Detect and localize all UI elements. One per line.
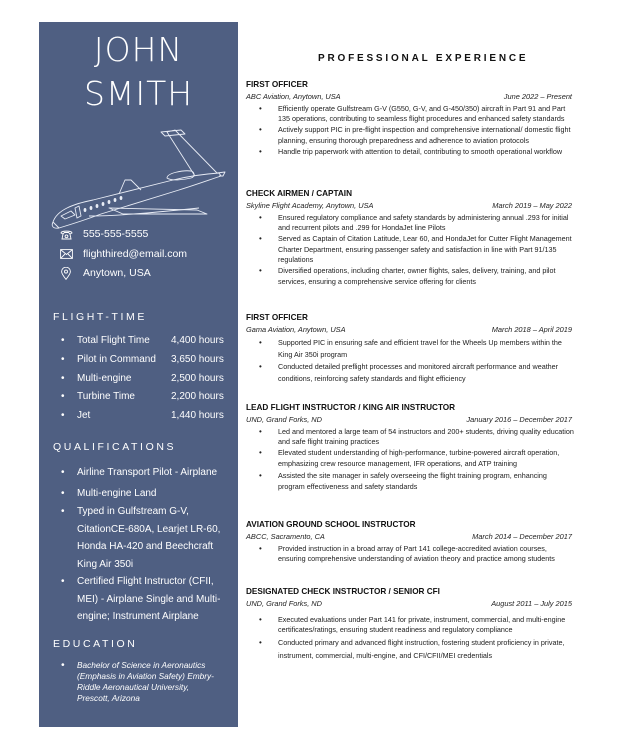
job-dates: March 2014 – December 2017 xyxy=(472,532,572,541)
job-company: ABC Aviation, Anytown, USA xyxy=(246,92,341,101)
job-dates: August 2011 – July 2015 xyxy=(491,599,572,608)
job-dates: March 2018 – April 2019 xyxy=(491,325,572,334)
job-meta xyxy=(246,90,574,102)
job-title: LEAD FLIGHT INSTRUCTOR / KING AIR INSTRUCTOR xyxy=(246,403,456,412)
job-bullet: • Diversified operations, including charter, owner flights, sales, delivery, training, and pilot services, ensuring a comprehensive service offering for clients xyxy=(246,266,574,287)
flight-time-row: • Multi-engine 2,500 hours xyxy=(61,373,224,384)
phone-text: 555-555-5555 xyxy=(83,228,149,240)
flight-time-row: • Pilot in Command 3,650 hours xyxy=(61,354,224,365)
experience-heading: PROFESSIONAL EXPERIENCE xyxy=(318,53,529,64)
job-bullets xyxy=(246,213,574,287)
flight-time-row: • Jet 1,440 hours xyxy=(61,410,224,421)
job-title: AVIATION GROUND SCHOOL INSTRUCTOR xyxy=(246,520,416,529)
job-entry xyxy=(246,313,574,385)
job-company: ABCC, Sacramento, CA xyxy=(246,532,325,541)
flight-time-row: • Turbine Time 2,200 hours xyxy=(61,391,224,402)
job-bullets xyxy=(246,427,574,493)
job-entry xyxy=(246,587,574,663)
job-entry xyxy=(246,189,574,288)
flight-time-heading: FLIGHT-TIME xyxy=(53,311,147,323)
job-entry xyxy=(246,520,574,565)
job-title: FIRST OFFICER xyxy=(246,80,308,89)
job-meta xyxy=(246,199,574,211)
job-dates: June 2022 – Present xyxy=(503,92,572,101)
job-bullet: • Ensured regulatory compliance and safety standards by administering annual .293 for initial and recurrent pilots and .299 for HondaJet line Pilots xyxy=(246,213,574,234)
job-entry xyxy=(246,403,574,494)
email-text: flighthired@email.com xyxy=(83,248,188,260)
job-bullet: • Conducted detailed preflight processes and monitored aircraft performance and weather conditions, reinforcing safety standards and flight efficiency xyxy=(246,361,574,384)
name-first: JOHN xyxy=(93,30,184,69)
job-bullets xyxy=(246,544,574,565)
phone-icon xyxy=(59,227,73,241)
job-title: CHECK AIRMEN / CAPTAIN xyxy=(246,189,352,198)
location-text: Anytown, USA xyxy=(83,267,151,279)
location-pin-icon xyxy=(59,266,73,280)
job-bullet: • Served as Captain of Citation Latitude, Lear 60, and HondaJet for Cutter Flight Management Charter Department, ensuring passenger safety and satisfaction in line with Part 91/135 regulations xyxy=(246,234,574,265)
qualification-item: • Certified Flight Instructor (CFII, MEI) - Airplane Single and Multi-engine; Instrument Airplane xyxy=(61,576,221,622)
job-company: Skyline Flight Academy, Anytown, USA xyxy=(246,201,374,210)
job-dates: March 2019 – May 2022 xyxy=(492,201,572,210)
job-bullet: • Provided instruction in a broad array of Part 141 college-accredited aviation courses, ensuring comprehensive understanding of aviation theory and practice among students xyxy=(246,544,574,565)
contact-phone xyxy=(59,227,148,241)
education-item: • Bachelor of Science in Aeronautics (Emphasis in Aviation Safety) Embry-Riddle Aeronautical University, Prescott, Arizona xyxy=(61,660,214,703)
job-company: UND, Grand Forks, ND xyxy=(246,599,322,608)
job-bullets xyxy=(246,615,574,662)
job-bullet: • Led and mentored a large team of 54 instructors and 200+ students, driving quality education and safe flight training practices xyxy=(246,427,574,448)
sidebar xyxy=(39,22,238,727)
job-entry xyxy=(246,80,574,158)
job-meta xyxy=(246,413,574,425)
education-heading: EDUCATION xyxy=(53,638,138,650)
qualification-item: • Multi-engine Land xyxy=(61,488,157,499)
job-bullet: • Handle trip paperwork with attention to detail, contributing to smooth operational workflow xyxy=(246,147,574,157)
job-company: UND, Grand Forks, ND xyxy=(246,415,322,424)
jet-plane-illustration xyxy=(49,118,229,242)
flight-time-row: • Total Flight Time 4,400 hours xyxy=(61,335,224,346)
contact-email xyxy=(59,247,187,261)
job-meta xyxy=(246,323,574,335)
job-bullets xyxy=(246,104,574,157)
qualifications-heading: QUALIFICATIONS xyxy=(53,441,177,453)
job-meta xyxy=(246,597,574,609)
job-bullet: • Efficiently operate Gulfstream G-V (G550, G-V, and G-450/350) aircraft in Part 91 and Part 135 operations, contributing to seamless flight procedures and enhanced safety standards xyxy=(246,104,574,125)
job-bullet: • Executed evaluations under Part 141 for private, instrument, commercial, and multi-engine certificates/ratings, ensuring student readiness and regulatory compliance xyxy=(246,615,574,636)
job-bullet: • Conducted primary and advanced flight instruction, fostering student proficiency in private, instrument, commercial, multi-engine, and CFI/CFII/MEI credentials xyxy=(246,636,574,662)
name-last: SMITH xyxy=(83,74,194,113)
qualification-item: • Typed in Gulfstream G-V, CitationCE-680A, Learjet LR-60, Honda HA-420 and Beechcraft King Air 350i xyxy=(61,506,221,570)
job-bullet: • Assisted the site manager in safely overseeing the flight training program, enhancing program effectiveness and safety standards xyxy=(246,470,574,493)
job-title: FIRST OFFICER xyxy=(246,313,308,322)
contact-location xyxy=(59,266,151,280)
job-dates: January 2016 – December 2017 xyxy=(466,415,572,424)
job-bullets xyxy=(246,337,574,384)
qualification-item: • Airline Transport Pilot - Airplane xyxy=(61,467,218,478)
envelope-icon xyxy=(59,247,73,261)
job-bullet: • Actively support PIC in pre-flight inspection and comprehensive international/ domestic flight planning, ensuring thorough preparedness and adherence to aviation protocols xyxy=(246,125,574,146)
job-bullet: • Elevated student understanding of high-performance, turbine-powered aircraft operation, emphasizing crew resource management, IFR operations, and ATP training xyxy=(246,448,574,469)
job-meta xyxy=(246,530,574,542)
job-bullet: • Supported PIC in ensuring safe and efficient travel for the Wheels Up members within the King Air 350i program xyxy=(246,337,574,360)
job-company: Gama Aviation, Anytown, USA xyxy=(246,325,346,334)
job-title: DESIGNATED CHECK INSTRUCTOR / SENIOR CFI xyxy=(246,587,440,596)
